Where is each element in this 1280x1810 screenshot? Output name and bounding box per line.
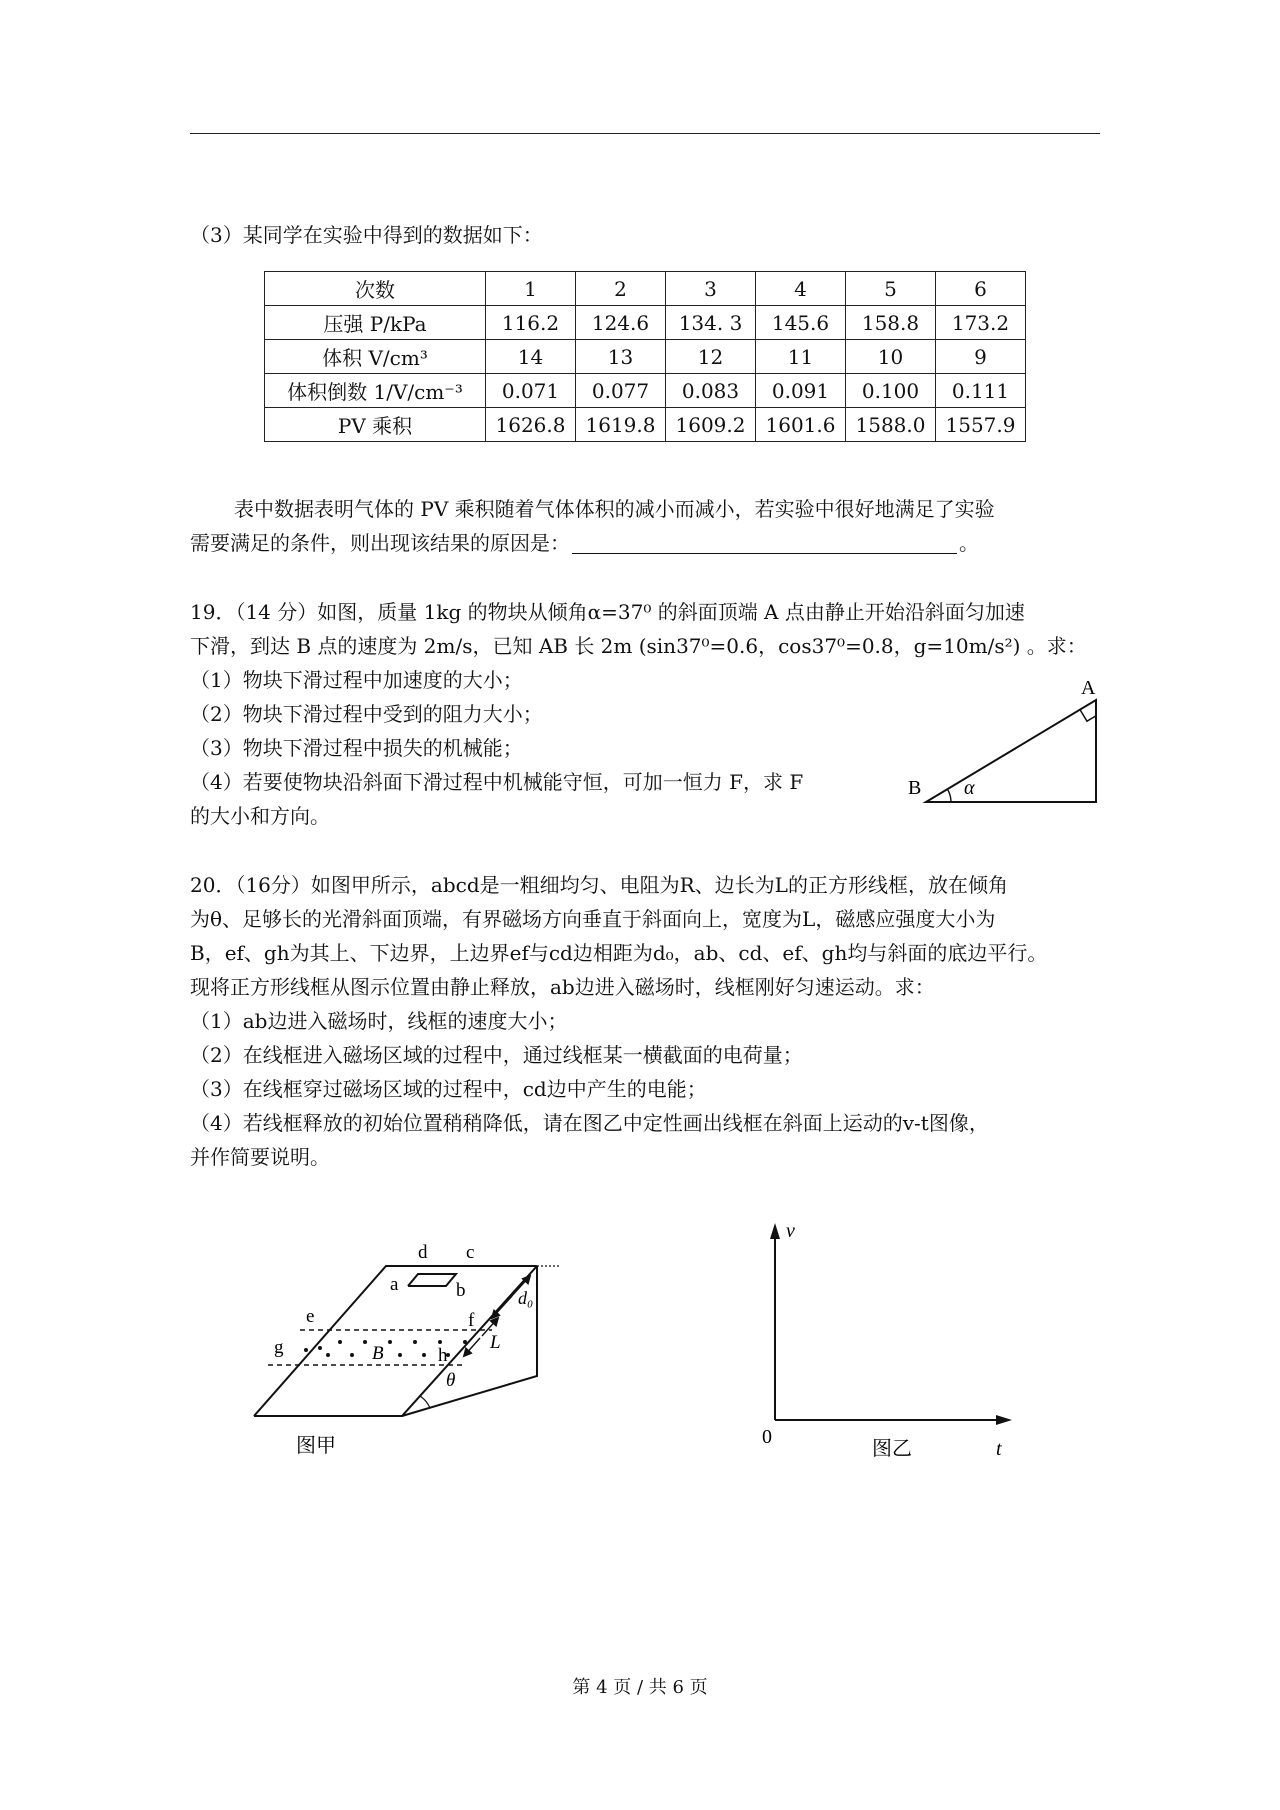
q20-line3: B，ef、gh为其上、下边界，上边界ef与cd边相距为d₀，ab、cd、ef、gh均与斜面的底边平行。 [190, 941, 1048, 965]
table-header-label: 次数 [265, 272, 486, 306]
label-h: h [438, 1345, 448, 1366]
q20-item-4: （4）若线框释放的初始位置稍稍降低，请在图乙中定性画出线框在斜面上运动的v-t图像， [190, 1111, 989, 1135]
table-cell: 2 [576, 272, 666, 306]
q19-item-1: （1）物块下滑过程中加速度的大小； [190, 668, 523, 692]
table-cell: 1626.8 [486, 408, 576, 442]
table-cell: 1557.9 [936, 408, 1026, 442]
label-c: c [466, 1242, 475, 1263]
page-footer: 第 4 页 / 共 6 页 [572, 1677, 708, 1698]
table-cell: 6 [936, 272, 1026, 306]
label-origin: 0 [762, 1426, 772, 1448]
incline-figure [900, 670, 1110, 810]
table-cell: 158.8 [846, 306, 936, 340]
label-b: B [908, 777, 922, 799]
q20-tail: 并作简要说明。 [190, 1145, 330, 1169]
table-cell: 1609.2 [666, 408, 756, 442]
q19-line1: 19．（14 分）如图，质量 1kg 的物块从倾角α=37⁰ 的斜面顶端 A 点由静止开始沿斜面匀加速 [190, 600, 1025, 624]
angle-arc [947, 789, 951, 802]
q19-line2: 下滑，到达 B 点的速度为 2m/s，已知 AB 长 2m (sin37⁰=0.6，cos37⁰=0.8，g=10m/s²) 。求： [190, 634, 1087, 658]
label-theta: θ [446, 1370, 456, 1391]
table-cell: 1619.8 [576, 408, 666, 442]
q20-item-2: （2）在线框进入磁场区域的过程中，通过线框某一横截面的电荷量； [190, 1043, 803, 1067]
table-row [265, 340, 1026, 374]
table-cell: 0.071 [486, 374, 576, 408]
q20-item-3: （3）在线框穿过磁场区域的过程中，cd边中产生的电能； [190, 1077, 707, 1101]
incline-triangle [926, 700, 1096, 802]
table-cell: 5 [846, 272, 936, 306]
label-e: e [306, 1306, 315, 1327]
label-l: L [490, 1332, 501, 1353]
block-square [1080, 710, 1097, 722]
table-cell: 1601.6 [756, 408, 846, 442]
table-cell: 11 [756, 340, 846, 374]
row-label: PV 乘积 [265, 408, 486, 442]
table-cell: 13 [576, 340, 666, 374]
caption-yi: 图乙 [872, 1438, 912, 1460]
table-cell: 124.6 [576, 306, 666, 340]
label-field-b: B [372, 1343, 384, 1364]
t-axis-arrow [996, 1415, 1012, 1425]
table-row [265, 374, 1026, 408]
table-cell: 134. 3 [666, 306, 756, 340]
caption-jia: 图甲 [296, 1435, 336, 1457]
q20-line1: 20．（16分）如图甲所示，abcd是一粗细均匀、电阻为R、边长为L的正方形线框，放在倾角 [190, 873, 1008, 897]
row-label: 压强 P/kPa [265, 306, 486, 340]
theta-arc [420, 1396, 430, 1408]
d0-arrow-down [492, 1296, 512, 1318]
label-d: d [418, 1242, 428, 1263]
table-cell: 0.083 [666, 374, 756, 408]
table-cell: 1 [486, 272, 576, 306]
q19-item-3: （3）物块下滑过程中损失的机械能； [190, 736, 523, 760]
row-label: 体积倒数 1/V/cm⁻³ [265, 374, 486, 408]
table-cell: 4 [756, 272, 846, 306]
label-t: t [996, 1438, 1002, 1460]
label-f: f [468, 1310, 475, 1331]
q19-item-2: （2）物块下滑过程中受到的阻力大小； [190, 702, 543, 726]
label-b: b [456, 1280, 466, 1301]
table-cell: 116.2 [486, 306, 576, 340]
table-cell: 0.100 [846, 374, 936, 408]
row-label: 体积 V/cm³ [265, 340, 486, 374]
label-g: g [274, 1337, 284, 1358]
table-row [265, 408, 1026, 442]
q19-item-4: （4）若要使物块沿斜面下滑过程中机械能守恒，可加一恒力 F，求 F [190, 770, 804, 794]
q18-paragraph-line2 [190, 528, 979, 558]
q19-tail: 的大小和方向。 [190, 804, 330, 828]
table-cell: 0.077 [576, 374, 666, 408]
table-cell: 173.2 [936, 306, 1026, 340]
table-row [265, 306, 1026, 340]
q18-paragraph-text: 需要满足的条件，则出现该结果的原因是： [190, 531, 570, 555]
label-a: A [1081, 677, 1096, 699]
table-cell: 0.091 [756, 374, 846, 408]
label-d0: d₀ [518, 1288, 534, 1308]
table-cell: 1588.0 [846, 408, 936, 442]
table-cell: 0.111 [936, 374, 1026, 408]
table-header-row [265, 272, 1026, 306]
table-cell: 14 [486, 340, 576, 374]
q20-item-1: （1）ab边进入磁场时，线框的速度大小； [190, 1009, 568, 1033]
q20-line4: 现将正方形线框从图示位置由静止释放，ab边进入磁场时，线框刚好匀速运动。求： [190, 975, 935, 999]
header-rule [190, 133, 1100, 134]
label-v: v [786, 1220, 795, 1242]
figure-jia [230, 1230, 590, 1460]
q20-line2: 为θ、足够长的光滑斜面顶端，有界磁场方向垂直于斜面向上，宽度为L，磁感应强度大小为 [190, 907, 996, 931]
table-cell: 12 [666, 340, 756, 374]
square-frame [408, 1274, 456, 1286]
label-a: a [390, 1274, 399, 1295]
table-cell: 3 [666, 272, 756, 306]
table-cell: 9 [936, 340, 1026, 374]
q18-paragraph-end: 。 [959, 531, 979, 555]
answer-blank[interactable] [572, 531, 957, 554]
v-axis-arrow [770, 1223, 780, 1239]
label-alpha: α [964, 777, 975, 799]
figure-yi [750, 1215, 1030, 1475]
table-cell: 10 [846, 340, 936, 374]
q18-intro: （3）某同学在实验中得到的数据如下： [190, 223, 543, 247]
q18-paragraph-line1: 表中数据表明气体的 PV 乘积随着气体体积的减小而减小，若实验中很好地满足了实验 [234, 497, 995, 521]
table-cell: 145.6 [756, 306, 846, 340]
data-table [264, 271, 1026, 442]
